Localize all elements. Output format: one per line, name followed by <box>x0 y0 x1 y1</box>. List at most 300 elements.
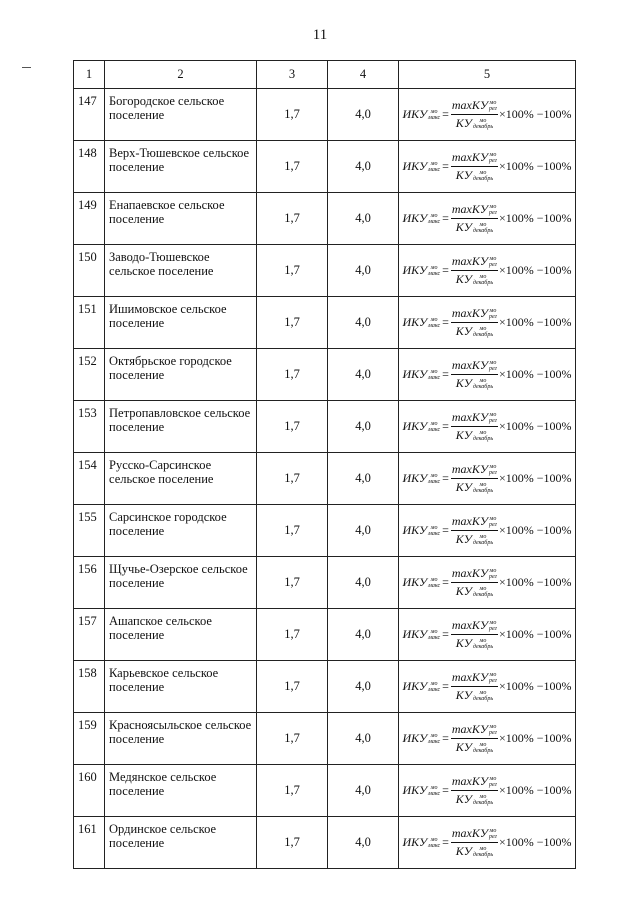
formula-num-base: KУ <box>471 462 488 476</box>
formula-tail: ×100% −100% <box>498 263 572 277</box>
formula-equals: = <box>442 211 449 225</box>
formula-num-sup: мо <box>489 359 497 366</box>
formula-num-base: KУ <box>471 202 488 216</box>
row-number: 155 <box>74 505 105 557</box>
formula-lhs-base: ИКУ <box>402 263 428 277</box>
formula-num-base: KУ <box>471 514 488 528</box>
formula-num-base: KУ <box>471 254 488 268</box>
formula-denominator <box>456 531 493 547</box>
formula-numerator <box>451 358 498 375</box>
formula-denominator <box>456 271 493 287</box>
formula <box>402 98 571 131</box>
formula-numerator <box>451 514 498 531</box>
formula <box>402 254 571 287</box>
formula-lhs-sup: мо <box>430 680 438 687</box>
formula-num-sub: рег <box>488 677 497 684</box>
formula-tail: ×100% −100% <box>498 679 572 693</box>
formula-lhs-base: ИКУ <box>402 107 428 121</box>
value-col-3: 1,7 <box>257 557 328 609</box>
formula-cell <box>399 817 576 869</box>
formula-lhs-sub: макс <box>428 686 441 693</box>
settlement-name: Октябрьское городское поселение <box>105 349 257 401</box>
formula-cell <box>399 453 576 505</box>
formula-lhs-sup: мо <box>430 576 438 583</box>
table-row <box>74 453 576 505</box>
value-col-4: 4,0 <box>328 89 399 141</box>
formula-equals: = <box>442 627 449 641</box>
formula-lhs-sub: макс <box>428 634 441 641</box>
formula-num-sub: рег <box>488 729 497 736</box>
formula-num-base: KУ <box>471 150 488 164</box>
formula-equals: = <box>442 523 449 537</box>
formula-lhs-sub: макс <box>428 114 441 121</box>
formula-lhs-sub: макс <box>428 790 441 797</box>
formula-fraction <box>451 306 498 339</box>
formula-num-sup: мо <box>489 671 497 678</box>
formula-denominator <box>456 375 493 391</box>
formula-den-sub: декабрь <box>472 747 494 754</box>
header-row <box>74 61 576 89</box>
formula-denominator <box>456 791 493 807</box>
value-col-3: 1,7 <box>257 453 328 505</box>
formula <box>402 722 571 755</box>
formula-num-sub: рег <box>488 365 497 372</box>
formula-lhs-sub: макс <box>428 218 441 225</box>
formula-num-sup: мо <box>489 99 497 106</box>
formula-lhs-sup: мо <box>430 732 438 739</box>
formula-lhs-sup: мо <box>430 628 438 635</box>
formula-lhs-sub: макс <box>428 842 441 849</box>
formula-cell <box>399 89 576 141</box>
formula-num-sub: рег <box>488 261 497 268</box>
settlement-name: Верх-Тюшевское сельское поселение <box>105 141 257 193</box>
table-row <box>74 765 576 817</box>
formula <box>402 462 571 495</box>
formula-den-sub: декабрь <box>472 539 494 546</box>
formula-num-base: KУ <box>471 410 488 424</box>
settlement-name: Ашапское сельское поселение <box>105 609 257 661</box>
formula-den-base: KУ <box>455 376 472 390</box>
table-row <box>74 661 576 713</box>
formula-tail: ×100% −100% <box>498 315 572 329</box>
data-table <box>73 60 576 869</box>
row-number: 150 <box>74 245 105 297</box>
formula-denominator <box>456 427 493 443</box>
formula-num-sub: рег <box>488 573 497 580</box>
formula-tail: ×100% −100% <box>498 523 572 537</box>
value-col-3: 1,7 <box>257 141 328 193</box>
formula-denominator <box>456 479 493 495</box>
formula-num-prefix: max <box>451 98 472 112</box>
formula-lhs-base: ИКУ <box>402 679 428 693</box>
formula-lhs-sub: макс <box>428 374 441 381</box>
table-row <box>74 349 576 401</box>
formula-denominator <box>456 843 493 859</box>
formula-lhs-base: ИКУ <box>402 575 428 589</box>
formula-numerator <box>451 462 498 479</box>
formula-lhs-sup: мо <box>430 524 438 531</box>
formula-den-sup: мо <box>479 585 487 592</box>
formula-cell <box>399 193 576 245</box>
formula-tail: ×100% −100% <box>498 211 572 225</box>
formula-den-sub: декабрь <box>472 643 494 650</box>
formula-tail: ×100% −100% <box>498 575 572 589</box>
formula-den-base: KУ <box>455 532 472 546</box>
formula-den-sub: декабрь <box>472 279 494 286</box>
formula-numerator <box>451 410 498 427</box>
formula-tail: ×100% −100% <box>498 627 572 641</box>
page-number: 11 <box>312 27 328 43</box>
formula-den-sub: декабрь <box>472 383 494 390</box>
formula-lhs-base: ИКУ <box>402 523 428 537</box>
formula-num-sub: рег <box>488 313 497 320</box>
formula-equals: = <box>442 731 449 745</box>
value-col-3: 1,7 <box>257 401 328 453</box>
formula-equals: = <box>442 783 449 797</box>
formula-cell <box>399 245 576 297</box>
row-number: 157 <box>74 609 105 661</box>
settlement-name: Красноясыльское сельское поселение <box>105 713 257 765</box>
formula-num-prefix: max <box>451 202 472 216</box>
value-col-4: 4,0 <box>328 661 399 713</box>
formula-fraction <box>451 774 498 807</box>
formula-num-sub: рег <box>488 157 497 164</box>
table-row <box>74 817 576 869</box>
formula <box>402 410 571 443</box>
formula-den-sup: мо <box>479 481 487 488</box>
formula-num-prefix: max <box>451 774 472 788</box>
formula-lhs-base: ИКУ <box>402 835 428 849</box>
formula-num-prefix: max <box>451 722 472 736</box>
formula-num-sup: мо <box>489 411 497 418</box>
row-number: 158 <box>74 661 105 713</box>
formula-lhs-sub: макс <box>428 582 441 589</box>
formula <box>402 514 571 547</box>
formula-lhs-sup: мо <box>430 836 438 843</box>
settlement-name: Сарсинское городское поселение <box>105 505 257 557</box>
formula-numerator <box>451 254 498 271</box>
table-row <box>74 297 576 349</box>
formula-fraction <box>451 358 498 391</box>
formula-den-sub: декабрь <box>472 227 494 234</box>
formula-fraction <box>451 514 498 547</box>
formula-tail: ×100% −100% <box>498 731 572 745</box>
formula-den-base: KУ <box>455 324 472 338</box>
value-col-3: 1,7 <box>257 505 328 557</box>
formula-num-base: KУ <box>471 618 488 632</box>
formula-den-sup: мо <box>479 689 487 696</box>
formula-den-sup: мо <box>479 533 487 540</box>
formula-fraction <box>451 826 498 859</box>
settlement-name: Медянское сельское поселение <box>105 765 257 817</box>
formula-num-sub: рег <box>488 105 497 112</box>
settlement-name: Петропавловское сельское поселение <box>105 401 257 453</box>
formula-fraction <box>451 566 498 599</box>
formula-num-sub: рег <box>488 781 497 788</box>
formula-num-sub: рег <box>488 417 497 424</box>
formula-num-sup: мо <box>489 827 497 834</box>
formula-den-sup: мо <box>479 845 487 852</box>
formula-den-base: KУ <box>455 740 472 754</box>
formula-cell <box>399 297 576 349</box>
formula-den-sub: декабрь <box>472 175 494 182</box>
formula-denominator <box>456 167 493 183</box>
formula-equals: = <box>442 835 449 849</box>
formula-lhs-sup: мо <box>430 420 438 427</box>
formula-numerator <box>451 774 498 791</box>
formula-num-sup: мо <box>489 255 497 262</box>
header-col-1: 1 <box>74 61 105 89</box>
formula-lhs-base: ИКУ <box>402 315 428 329</box>
formula <box>402 618 571 651</box>
formula-equals: = <box>442 263 449 277</box>
formula <box>402 150 571 183</box>
formula-num-sup: мо <box>489 775 497 782</box>
table-row <box>74 557 576 609</box>
table-row <box>74 505 576 557</box>
table-row <box>74 713 576 765</box>
value-col-4: 4,0 <box>328 297 399 349</box>
value-col-4: 4,0 <box>328 141 399 193</box>
settlement-name: Заводо-Тюшевское сельское поселение <box>105 245 257 297</box>
formula-num-sub: рег <box>488 469 497 476</box>
formula-lhs-sup: мо <box>430 108 438 115</box>
formula-den-sup: мо <box>479 117 487 124</box>
formula-num-base: KУ <box>471 722 488 736</box>
formula-cell <box>399 557 576 609</box>
formula-fraction <box>451 462 498 495</box>
formula-numerator <box>451 306 498 323</box>
formula-equals: = <box>442 471 449 485</box>
value-col-3: 1,7 <box>257 661 328 713</box>
formula-denominator <box>456 583 493 599</box>
formula-den-sup: мо <box>479 273 487 280</box>
table-body <box>74 89 576 869</box>
formula-den-base: KУ <box>455 636 472 650</box>
formula-den-sup: мо <box>479 637 487 644</box>
formula-lhs-sup: мо <box>430 160 438 167</box>
formula-lhs-sup: мо <box>430 264 438 271</box>
formula-num-sup: мо <box>489 723 497 730</box>
formula-den-sup: мо <box>479 325 487 332</box>
table-row <box>74 245 576 297</box>
formula-lhs-sup: мо <box>430 212 438 219</box>
formula-denominator <box>456 739 493 755</box>
formula-num-prefix: max <box>451 254 472 268</box>
formula-tail: ×100% −100% <box>498 835 572 849</box>
formula-num-sub: рег <box>488 521 497 528</box>
formula-den-sup: мо <box>479 169 487 176</box>
value-col-4: 4,0 <box>328 765 399 817</box>
formula-num-sub: рег <box>488 625 497 632</box>
value-col-4: 4,0 <box>328 817 399 869</box>
formula-lhs-base: ИКУ <box>402 627 428 641</box>
formula-den-sup: мо <box>479 741 487 748</box>
formula-den-base: KУ <box>455 792 472 806</box>
formula-den-base: KУ <box>455 480 472 494</box>
formula-num-base: KУ <box>471 670 488 684</box>
row-number: 147 <box>74 89 105 141</box>
value-col-3: 1,7 <box>257 349 328 401</box>
row-number: 151 <box>74 297 105 349</box>
formula-fraction <box>451 202 498 235</box>
formula-tail: ×100% −100% <box>498 107 572 121</box>
formula-fraction <box>451 410 498 443</box>
settlement-name: Карьевское сельское поселение <box>105 661 257 713</box>
formula-cell <box>399 505 576 557</box>
row-number: 154 <box>74 453 105 505</box>
row-number: 152 <box>74 349 105 401</box>
value-col-4: 4,0 <box>328 245 399 297</box>
formula-fraction <box>451 98 498 131</box>
formula-denominator <box>456 115 493 131</box>
formula-cell <box>399 713 576 765</box>
value-col-4: 4,0 <box>328 349 399 401</box>
formula-num-prefix: max <box>451 618 472 632</box>
formula-lhs-sub: макс <box>428 738 441 745</box>
formula-lhs-sup: мо <box>430 368 438 375</box>
header-col-2: 2 <box>105 61 257 89</box>
formula-numerator <box>451 98 498 115</box>
formula-num-prefix: max <box>451 410 472 424</box>
formula-num-sup: мо <box>489 463 497 470</box>
formula <box>402 306 571 339</box>
formula-den-sub: декабрь <box>472 123 494 130</box>
formula-lhs-sub: макс <box>428 426 441 433</box>
formula-lhs-sup: мо <box>430 316 438 323</box>
formula <box>402 566 571 599</box>
formula-tail: ×100% −100% <box>498 159 572 173</box>
formula-lhs-sub: макс <box>428 322 441 329</box>
formula-num-prefix: max <box>451 826 472 840</box>
table-row <box>74 193 576 245</box>
value-col-4: 4,0 <box>328 713 399 765</box>
formula-cell <box>399 765 576 817</box>
header-col-4: 4 <box>328 61 399 89</box>
formula-num-prefix: max <box>451 306 472 320</box>
table-row <box>74 141 576 193</box>
formula-lhs-sub: макс <box>428 166 441 173</box>
formula-fraction <box>451 722 498 755</box>
formula-equals: = <box>442 315 449 329</box>
formula-cell <box>399 401 576 453</box>
formula-tail: ×100% −100% <box>498 471 572 485</box>
formula-num-sub: рег <box>488 833 497 840</box>
formula-num-sup: мо <box>489 203 497 210</box>
row-number: 159 <box>74 713 105 765</box>
formula-numerator <box>451 826 498 843</box>
formula-den-sup: мо <box>479 221 487 228</box>
formula-lhs-sub: макс <box>428 530 441 537</box>
formula <box>402 202 571 235</box>
formula-den-base: KУ <box>455 844 472 858</box>
formula-den-base: KУ <box>455 220 472 234</box>
value-col-3: 1,7 <box>257 297 328 349</box>
margin-mark <box>22 67 31 68</box>
row-number: 153 <box>74 401 105 453</box>
formula-lhs-sup: мо <box>430 784 438 791</box>
formula-lhs-base: ИКУ <box>402 159 428 173</box>
formula-den-base: KУ <box>455 272 472 286</box>
formula-lhs-base: ИКУ <box>402 471 428 485</box>
formula-den-base: KУ <box>455 168 472 182</box>
formula-denominator <box>456 687 493 703</box>
formula-lhs-sub: макс <box>428 270 441 277</box>
formula-num-base: KУ <box>471 566 488 580</box>
formula-lhs-base: ИКУ <box>402 211 428 225</box>
formula-num-base: KУ <box>471 98 488 112</box>
value-col-3: 1,7 <box>257 713 328 765</box>
formula-num-sub: рег <box>488 209 497 216</box>
formula-num-base: KУ <box>471 826 488 840</box>
formula-equals: = <box>442 159 449 173</box>
value-col-3: 1,7 <box>257 765 328 817</box>
formula-tail: ×100% −100% <box>498 783 572 797</box>
settlement-name: Богородское сельское поселение <box>105 89 257 141</box>
header-col-3: 3 <box>257 61 328 89</box>
formula-num-base: KУ <box>471 306 488 320</box>
formula-den-sub: декабрь <box>472 591 494 598</box>
formula-num-sup: мо <box>489 515 497 522</box>
formula-fraction <box>451 150 498 183</box>
settlement-name: Щучье-Озерское сельское поселение <box>105 557 257 609</box>
settlement-name: Ординское сельское поселение <box>105 817 257 869</box>
row-number: 161 <box>74 817 105 869</box>
formula-lhs-base: ИКУ <box>402 731 428 745</box>
value-col-3: 1,7 <box>257 89 328 141</box>
formula-lhs-sup: мо <box>430 472 438 479</box>
formula-lhs-base: ИКУ <box>402 783 428 797</box>
header-col-5: 5 <box>399 61 576 89</box>
formula-numerator <box>451 566 498 583</box>
value-col-4: 4,0 <box>328 505 399 557</box>
formula-numerator <box>451 618 498 635</box>
formula-equals: = <box>442 679 449 693</box>
formula-equals: = <box>442 107 449 121</box>
formula-tail: ×100% −100% <box>498 367 572 381</box>
formula-cell <box>399 141 576 193</box>
formula <box>402 826 571 859</box>
formula-cell <box>399 349 576 401</box>
formula-cell <box>399 661 576 713</box>
formula-num-base: KУ <box>471 358 488 372</box>
table-row <box>74 89 576 141</box>
formula-lhs-base: ИКУ <box>402 419 428 433</box>
formula-den-sub: декабрь <box>472 851 494 858</box>
formula-denominator <box>456 219 493 235</box>
value-col-4: 4,0 <box>328 557 399 609</box>
formula-num-base: KУ <box>471 774 488 788</box>
formula-den-sub: декабрь <box>472 487 494 494</box>
formula-fraction <box>451 254 498 287</box>
row-number: 156 <box>74 557 105 609</box>
formula-num-sup: мо <box>489 567 497 574</box>
formula-fraction <box>451 670 498 703</box>
settlement-name: Ишимовское сельское поселение <box>105 297 257 349</box>
value-col-3: 1,7 <box>257 245 328 297</box>
formula <box>402 774 571 807</box>
formula-lhs-base: ИКУ <box>402 367 428 381</box>
formula-cell <box>399 609 576 661</box>
formula-den-sub: декабрь <box>472 695 494 702</box>
settlement-name: Русско-Сарсинское сельское поселение <box>105 453 257 505</box>
formula-equals: = <box>442 575 449 589</box>
formula-denominator <box>456 635 493 651</box>
formula-num-sup: мо <box>489 619 497 626</box>
value-col-4: 4,0 <box>328 193 399 245</box>
formula <box>402 670 571 703</box>
formula-num-prefix: max <box>451 358 472 372</box>
